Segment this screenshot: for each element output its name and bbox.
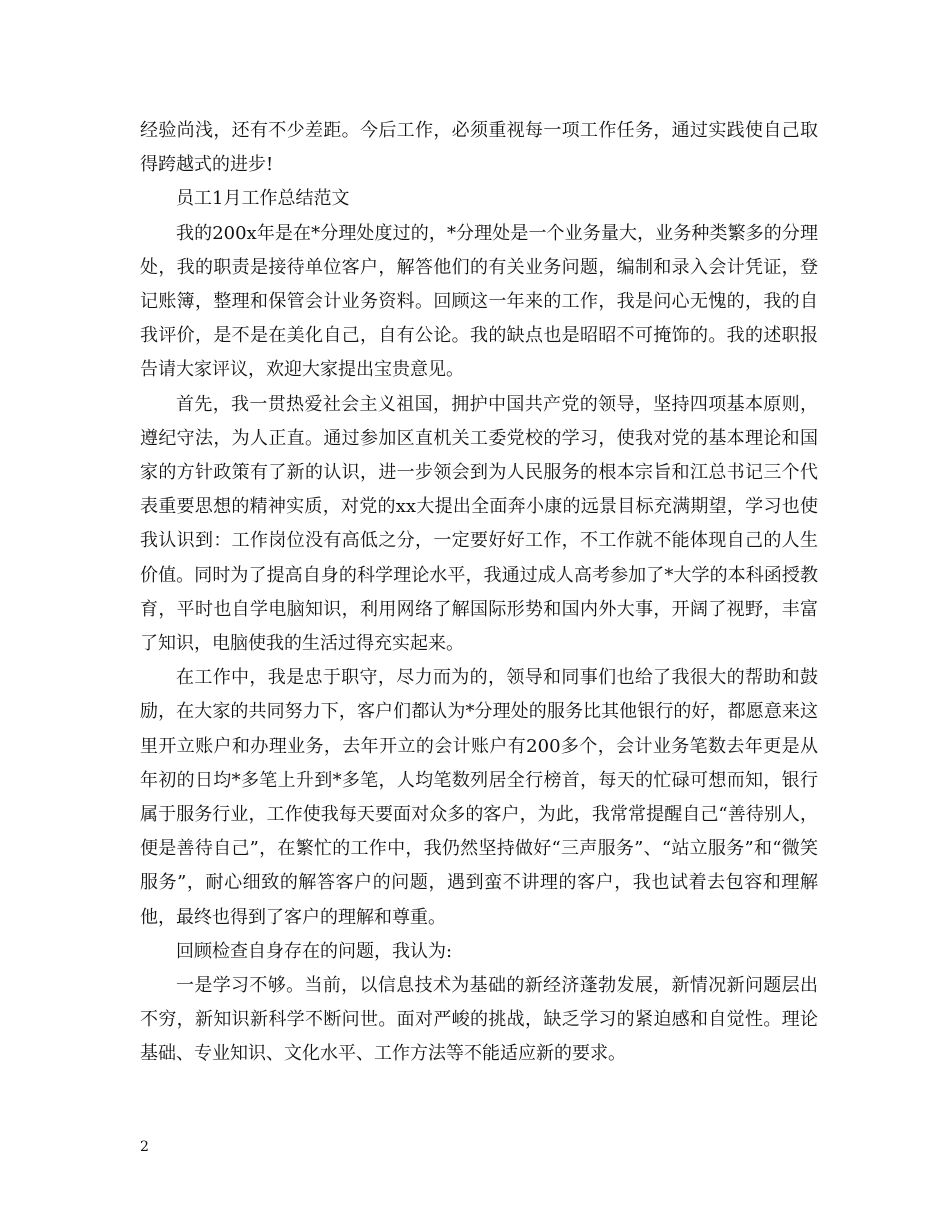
section-heading: 员工1月工作总结范文 xyxy=(176,188,350,210)
paragraph-intro: 我的200x年是在*分理处度过的，*分理处是一个业务量大，业务种类繁多的分理处，我的职责是接待单位客户，解答他们的有关业务问题，编制和录入会计凭证，登记账簿，整理和保管会计业务资料。回顾这一年来的工作，我是问心无愧的，我的自我评价，是不是在美化自己，自有公论。我的缺点也是昭昭不可掩饰的。我的述职报告请大家评议，欢迎大家提出宝贵意见。 xyxy=(140,222,818,381)
paragraph-work-performance: 在工作中，我是忠于职守，尽力而为的，领导和同事们也给了我很大的帮助和鼓励，在大家的共同努力下，客户们都认为*分理处的服务比其他银行的好，都愿意来这里开立账户和办理业务，去年开立的会计账户有200多个，会计业务笔数去年更是从年初的日均*多笔上升到*多笔，人均笔数列居全行榜首，每天的忙碌可想而知，银行属于服务行业，工作使我每天要面对众多的客户，为此，我常常提醒自己“善待别人，便是善待自己”，在繁忙的工作中，我仍然坚持做好“三声服务”、“站立服务”和“微笑服务”，耐心细致的解答客户的问题，遇到蛮不讲理的客户，我也试着去包容和理解他，最终也得到了客户的理解和尊重。 xyxy=(140,667,818,928)
page-number: 2 xyxy=(140,1139,149,1155)
paragraph-continued: 经验尚浅，还有不少差距。今后工作，必须重视每一项工作任务，通过实践使自己取得跨越式的进步! xyxy=(140,120,818,176)
paragraph-issue-one: 一是学习不够。当前，以信息技术为基础的新经济蓬勃发展，新情况新问题层出不穷，新知识新科学不断问世。面对严峻的挑战，缺乏学习的紧迫感和自觉性。理论基础、专业知识、文化水平、工作方法等不能适应新的要求。 xyxy=(140,975,818,1065)
paragraph-self-review: 回顾检查自身存在的问题，我认为: xyxy=(176,940,453,962)
paragraph-political-study: 首先，我一贯热爱社会主义祖国，拥护中国共产党的领导，坚持四项基本原则，遵纪守法，为人正直。通过参加区直机关工委党校的学习，使我对党的基本理论和国家的方针政策有了新的认识，进一步领会到为人民服务的根本宗旨和江总书记三个代表重要思想的精神实质，对党的xx大提出全面奔小康的远景目标充满期望，学习也使我认识到：工作岗位没有高低之分，一定要好好工作，不工作就不能体现自己的人生价值。同时为了提高自身的科学理论水平，我通过成人高考参加了*大学的本科函授教育，平时也自学电脑知识，利用网络了解国际形势和国内外大事，开阔了视野，丰富了知识，电脑使我的生活过得充实起来。 xyxy=(140,393,818,655)
document-body xyxy=(140,114,818,1072)
